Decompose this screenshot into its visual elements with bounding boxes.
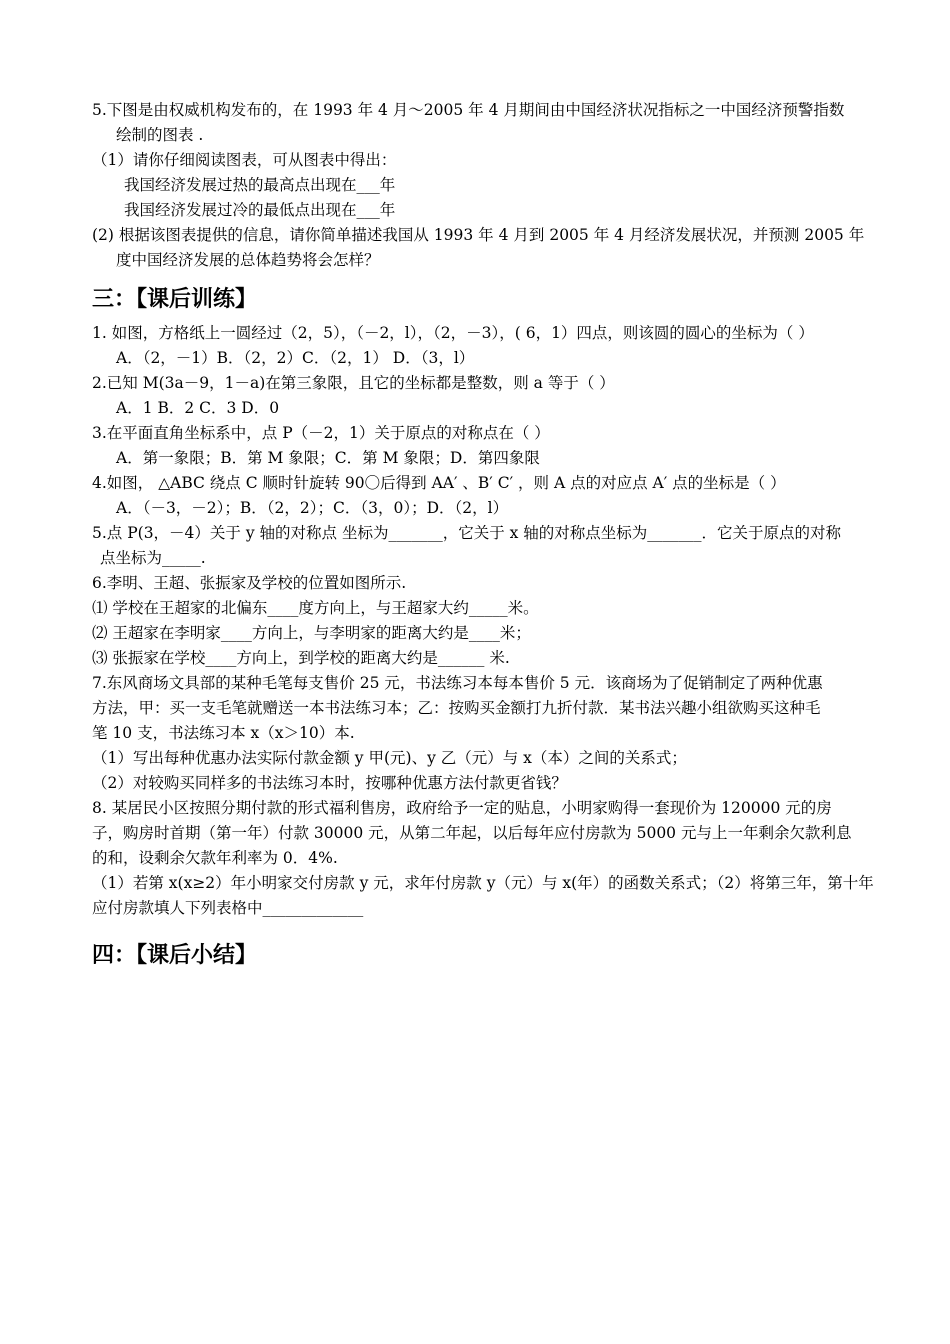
- q5-sub1a: 我国经济发展过热的最高点出现在___年: [124, 176, 396, 194]
- q5-sub1b: 我国经济发展过冷的最低点出现在___年: [124, 201, 396, 219]
- q5-sub1: （1）请你仔细阅读图表，可从图表中得出：: [92, 151, 397, 169]
- section4-title: 四：【课后小结】: [92, 943, 258, 968]
- exercise-line: 2.已知 M(3a－9，1－a)在第三象限，且它的坐标都是整数，则 a 等于（ ）: [92, 374, 615, 392]
- exercise-line: 4.如图， △ABC 绕点 C 顺时针旋转 90〇后得到 AA′ 、B′ C′ ，则 A 点的对应点 A′ 点的坐标是（ ）: [92, 474, 786, 492]
- exercise-line: 5.点 P(3，－4）关于 y 轴的对称点 坐标为_______，它关于 x 轴的对称点坐标为_______．它关于原点的对称: [92, 524, 842, 542]
- exercise-line: 3.在平面直角坐标系中，点 P（－2，1）关于原点的对称点在（ ）: [92, 424, 550, 442]
- exercise-line: A．第一象限；B．第 M 象限；C．第 M 象限；D．第四象限: [116, 449, 540, 467]
- exercise-line: （1）若第 x(x≥2）年小明家交付房款 y 元，求年付房款 y（元）与 x(年）的函数关系式；（2）将第三年，第十年: [92, 874, 874, 892]
- exercise-line: （1）写出每种优惠办法实际付款金额 y 甲(元)、y 乙（元）与 x（本）之间的关系式；: [92, 749, 687, 767]
- exercise-line: ⑴ 学校在王超家的北偏东____度方向上，与王超家大约_____米。: [92, 599, 539, 617]
- exercise-line: 7.东风商场文具部的某种毛笔每支售价 25 元，书法练习本每本售价 5 元．该商场为了促销制定了两种优惠: [92, 674, 823, 692]
- document-content: [92, 98, 874, 977]
- exercise-line: ⑵ 王超家在李明家____方向上，与李明家的距离大约是____米；: [92, 624, 531, 642]
- exercise-line: A．（－3，－2）；B．（2，2）；C．（3，0）；D．（2，l）: [116, 499, 509, 517]
- exercise-line: ⑶ 张振家在学校____方向上，到学校的距离大约是______ 米.: [92, 649, 510, 667]
- q5-intro-line1: 5.下图是由权威机构发布的，在 1993 年 4 月～2005 年 4 月期间由中国经济状况指标之一中国经济预警指数: [92, 101, 845, 119]
- exercise-line: 笔 10 支，书法练习本 x（x＞10）本.: [92, 724, 355, 742]
- q5-intro-line2: 绘制的图表 .: [116, 126, 204, 144]
- section3-title: 三：【课后训练】: [92, 287, 258, 312]
- exercise-line: 的和，设剩余欠款年利率为 0．4%.: [92, 849, 338, 867]
- exercise-line: A．1 B．2 C．3 D．0: [116, 399, 280, 417]
- exercise-line: 1. 如图，方格纸上一圆经过（2，5），（－2，l），（2，－3），( 6，1）四点，则该圆的圆心的坐标为（ ）: [92, 324, 814, 342]
- exercise-line: 6.李明、王超、张振家及学校的位置如图所示.: [92, 574, 407, 592]
- exercise-line: 点坐标为_____.: [100, 549, 206, 567]
- q5-sub2-line2: 度中国经济发展的总体趋势将会怎样？: [116, 251, 380, 269]
- q5-sub2-line1: (2) 根据该图表提供的信息，请你简单描述我国从 1993 年 4 月到 2005 年 4 月经济发展状况，并预测 2005 年: [92, 226, 865, 244]
- exercise-line: A．（2，－1）B．（2，2）C．（2，1） D．（3，l）: [116, 349, 475, 367]
- exercise-line: 应付房款填人下列表格中_____________: [92, 899, 364, 917]
- exercise-line: 方法，甲：买一支毛笔就赠送一本书法练习本；乙：按购买金额打九折付款．某书法兴趣小组欲购买这种毛: [92, 699, 821, 717]
- exercise-line: 子，购房时首期（第一年）付款 30000 元，从第二年起，以后每年应付房款为 5000 元与上一年剩余欠款利息: [92, 824, 852, 842]
- exercise-line: （2）对较购买同样多的书法练习本时，按哪种优惠方法付款更省钱？: [92, 774, 567, 792]
- exercise-line: 8. 某居民小区按照分期付款的形式福利售房，政府给予一定的贴息，小明家购得一套现价为 120000 元的房: [92, 799, 832, 817]
